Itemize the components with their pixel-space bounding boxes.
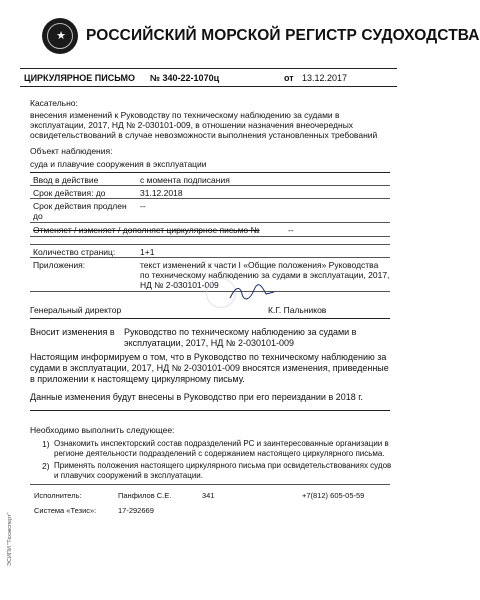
attachments-value: текст изменений к части I «Общие положения» Руководства по техническому наблюдению за судами в эксплуатации, 2017, НД № 2-030101-009 <box>140 260 390 290</box>
rs-logo <box>42 18 78 54</box>
signatory-position: Генеральный директор <box>30 305 122 315</box>
doc-number: № 340-22-1070ц <box>150 73 220 83</box>
action-item-2: Применять положения настоящего циркулярного письма при освидетельствованиях судов и плавучих сооружений в эксплуатации. <box>54 461 392 480</box>
pages-value: 1+1 <box>140 247 155 257</box>
rule <box>30 244 390 245</box>
action-num: 1) <box>42 439 50 449</box>
doc-type: ЦИРКУЛЯРНОЕ ПИСЬМО <box>24 73 135 83</box>
extended-value: -- <box>140 201 146 211</box>
rule <box>30 257 390 258</box>
executor-name: Панфилов С.Е. <box>118 491 172 500</box>
footer-rule <box>30 484 390 485</box>
doc-date-prefix: от <box>284 73 294 83</box>
side-note: ЭСИПИ "Техэксперт" <box>7 512 13 566</box>
pages-label: Количество страниц: <box>33 247 116 257</box>
logo-ring <box>47 23 73 49</box>
handwritten-signature <box>228 284 276 302</box>
header-top-rule <box>20 68 397 69</box>
rule <box>30 198 390 199</box>
rule <box>30 222 390 223</box>
rule <box>30 236 390 237</box>
action-item-1: Ознакомить инспекторский состав подразделений РС и заинтересованные организации в регионе деятельности подразделений с содержанием настоящего циркулярного письма. <box>54 439 389 458</box>
body-rule <box>30 410 390 411</box>
fields-top-rule <box>30 172 390 173</box>
extended-label: Срок действия продлен до <box>33 201 127 221</box>
amends-text: Руководство по техническому наблюдению за судами в эксплуатации, 2017, НД № 2-030101-009 <box>124 327 357 348</box>
body-paragraph-2: Данные изменения будут внесены в Руководство при его переиздании в 2018 г. <box>30 392 363 402</box>
system-label: Система «Тезис»: <box>34 506 97 515</box>
amends-label: Вносит изменения в <box>30 327 115 337</box>
signature-rule <box>30 318 390 319</box>
star-icon: ★ <box>56 30 66 42</box>
actions-heading: Необходимо выполнить следующее: <box>30 425 175 435</box>
object-text: суда и плавучие сооружения в эксплуатации <box>30 159 207 169</box>
subject-text: внесения изменений к Руководству по техническому наблюдению за судами в эксплуатации, 2017, НД № 2-030101-009, в отношении назначения внеочередных освидетельствований в случае невозможности выполнения установленных требований <box>30 110 378 140</box>
action-num: 2) <box>42 461 50 471</box>
cancels-value: -- <box>288 225 294 235</box>
effective-label: Ввод в действие <box>33 175 99 185</box>
signatory-name: К.Г. Пальников <box>268 305 327 315</box>
executor-phone: +7(812) 605-05-59 <box>302 491 365 500</box>
executor-label: Исполнитель: <box>34 491 82 500</box>
system-number: 17-292669 <box>118 506 154 515</box>
cancels-label: Отменяет / изменяет / дополняет циркулярное письмо № <box>33 225 260 235</box>
valid-label: Срок действия: до <box>33 188 106 198</box>
subject-label: Касательно: <box>30 98 78 108</box>
body-paragraph-1: Настоящим информируем о том, что в Руководство по техническому наблюдению за судами в эксплуатации, 2017, НД № 2-030101-009 вносятся изменения, приведенные в приложении к настоящему циркулярному письму. <box>30 352 389 384</box>
executor-ext: 341 <box>202 491 215 500</box>
object-label: Объект наблюдения: <box>30 146 113 156</box>
rule <box>30 185 390 186</box>
header-bottom-rule <box>20 86 397 87</box>
effective-value: с момента подписания <box>140 175 230 185</box>
valid-value: 31.12.2018 <box>140 188 183 198</box>
doc-date: 13.12.2017 <box>302 73 348 83</box>
attachments-label: Приложения: <box>33 260 86 270</box>
organization-name: РОССИЙСКИЙ МОРСКОЙ РЕГИСТР СУДОХОДСТВА <box>86 27 480 44</box>
